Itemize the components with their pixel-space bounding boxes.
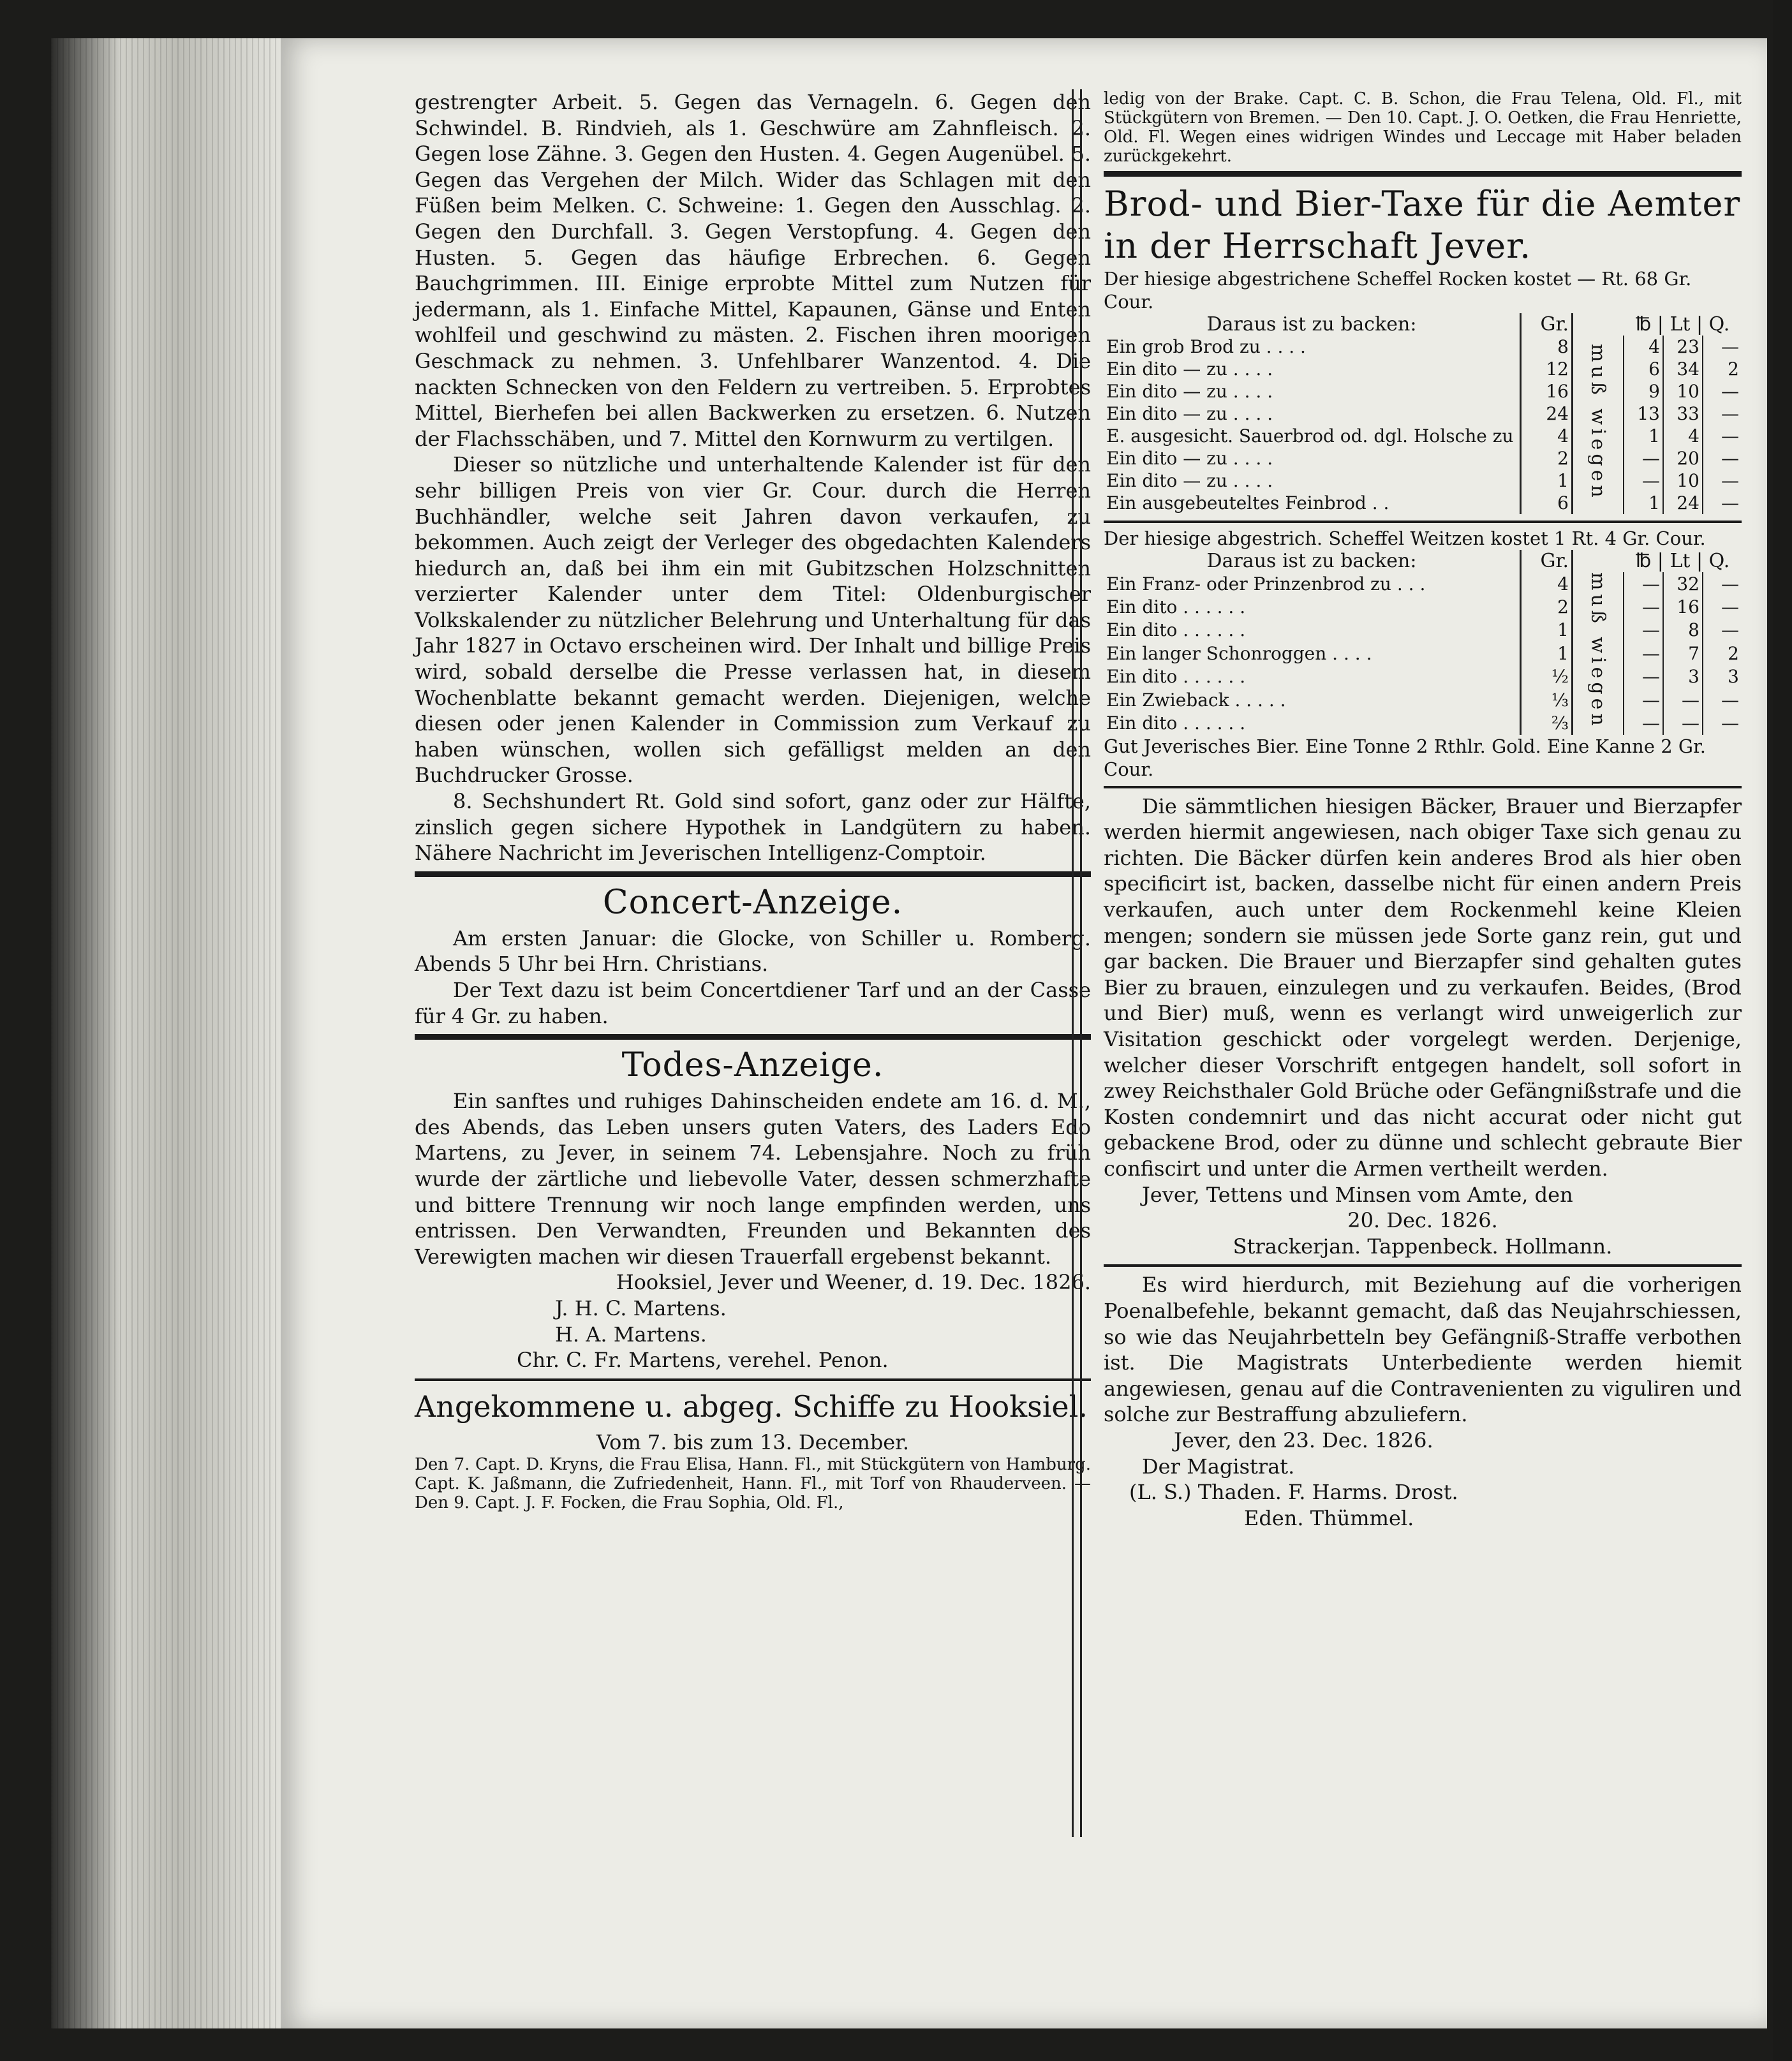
table-row [1104,447,1742,469]
bread-item: Ein grob Brod zu . . . . [1106,336,1306,357]
price-gr: 2 [1521,447,1573,469]
weight-lot: 3 [1663,665,1703,688]
weight-quentin: — [1703,688,1742,711]
bread-item: Ein dito — zu . . . . [1106,358,1273,380]
section-divider [415,1034,1091,1040]
price-gr: 8 [1521,336,1573,358]
bread-item: Ein Franz- oder Prinzenbrod zu . . . [1106,573,1426,595]
weight-pound: 1 [1624,425,1663,447]
book-spine-edge [51,38,281,2028]
weight-lot: — [1663,711,1703,734]
table-row [1104,595,1742,618]
amt-date: 20. Dec. 1826. [1347,1208,1498,1233]
weight-pound: — [1624,688,1663,711]
price-gr: 1 [1521,469,1573,492]
weight-quentin: 3 [1703,665,1742,688]
amt-place-line: Jever, Tettens und Minsen vom Amte, den [1142,1182,1573,1207]
weight-quentin: 2 [1703,358,1742,380]
table-row [1104,642,1742,665]
ships-heading: Angekommene u. abgeg. Schiffe zu Hooksiel. [415,1389,1088,1424]
calendar-paragraph: Dieser so nützliche und unterhaltende Kalender ist für den sehr billigen Preis von vier Gr. Cour. durch die Herren Buchhändler, welche seit Jahren davon verkaufen, zu bekommen. Auch zeigt der Verleger des obgedachten Kalenders hiedurch an, daß bei ihm ein mit Gubitzschen Holzschnitten verzierter Kalender unter dem Titel: Oldenburgischer Volkskalender zu nützlicher Belehrung und Unterhaltung für das Jahr 1827 in Octavo erscheinen wird. Der Inhalt und billige Preis wird, sobald derselbe die Presse verlassen hat, in diesem Wochenblatte bekannt gemacht werden. Diejenigen, welche diesen oder jenen Kalender in Commission zum Verkauf zu haben wünschen, wollen sich gefälligst melden an den Buchdrucker Grosse. [415,452,1091,788]
section-divider [1104,521,1742,523]
newspaper-page [281,38,1767,2028]
table-row [1104,336,1742,358]
table-row [1104,469,1742,492]
must-weigh-label: muß wiegen [1587,343,1610,501]
death-notice-heading: Todes-Anzeige. [621,1046,884,1085]
weight-quentin: — [1703,595,1742,618]
weight-pound: 13 [1624,403,1663,425]
bread-item: Ein dito . . . . . . [1106,712,1246,734]
magistrat-paragraph: Es wird hierdurch, mit Beziehung auf die vorherigen Poenalbefehle, bekannt gemacht, daß das Neujahrschiessen, so wie das Neujahrbetteln bey Gefängniß-Straffe verbothen ist. Die Magistrats Unterbediente werden hiemit angewiesen, genau auf die Contravenienten zu viguliren und solche zur Bestraffung abzuliefern. [1104,1273,1742,1427]
bread-item: Ein Zwieback . . . . . [1106,689,1286,711]
weight-pound: — [1624,665,1663,688]
section-divider [415,1378,1091,1381]
weight-pound: — [1624,595,1663,618]
weight-lot: 10 [1663,469,1703,492]
weight-pound: — [1624,711,1663,734]
must-weigh [1573,572,1624,735]
weight-pound: 4 [1624,336,1663,358]
price-gr: 1 [1521,619,1573,642]
weight-quentin: — [1703,403,1742,425]
bread-item: Ein dito — zu . . . . [1106,403,1273,424]
column-header-units: ℔ | Lt | Q. [1635,550,1730,572]
bread-beer-tax-heading: Brod- und Bier-Taxe für die Aemter in der Herrschaft Jever. [1104,184,1741,266]
left-column [415,89,1091,1512]
weight-lot: — [1663,688,1703,711]
column-header-gr: Gr. [1521,313,1573,336]
table-row [1104,380,1742,403]
bread-item: Ein dito — zu . . . . [1106,470,1273,491]
weight-quentin: — [1703,336,1742,358]
bakers-regulation-paragraph: Die sämmtlichen hiesigen Bäcker, Brauer und Bierzapfer werden hiermit angewiesen, nach obiger Taxe sich genau zu richten. Die Bäcker dürfen kein anderes Brod als hier oben specificirt ist, backen, dasselbe nicht für einen andern Preis verkaufen, auch unter dem Rockenmehl keine Kleien mengen; sondern sie müssen jede Sorte ganz rein, gut und gar backen. Die Brauer und Bierzapfer sind gehalten gutes Bier zu brauen, einzulegen und zu verkaufen. Beides, (Brod und Bier) muß, wenn es verlangt wird unweigerlich zur Visitation geschickt oder vorgelegt werden. Derjenige, welcher dieser Vorschrift entgegen handelt, soll sofort in zwey Reichsthaler Gold Brüche oder Gefängnißstrafe und die Kosten condemnirt und das nicht accurat oder nicht gut gebackene Brod, oder zu dünne und schlecht gebraute Bier confiscirt und unter die Armen vertheilt werden. [1104,794,1742,1181]
weight-quentin: — [1703,492,1742,514]
rye-price-line: Der hiesige abgestrichene Scheffel Rocken kostet — Rt. 68 Gr. Cour. [1104,268,1692,313]
amt-signatures: Strackerjan. Tappenbeck. Hollmann. [1233,1234,1613,1259]
section-divider [1104,171,1742,177]
weight-pound: 1 [1624,492,1663,514]
weight-pound: 6 [1624,358,1663,380]
bread-item: Ein dito . . . . . . [1106,596,1246,618]
wheat-price-line: Der hiesige abgestrich. Scheffel Weitzen kostet 1 Rt. 4 Gr. Cour. [1104,528,1706,549]
ships-date-range: Vom 7. bis zum 13. December. [596,1429,910,1454]
weight-quentin: — [1703,447,1742,469]
must-weigh-label: muß wiegen [1587,572,1610,730]
bread-item: Ein dito . . . . . . [1106,666,1246,688]
weight-lot: 7 [1663,642,1703,665]
table-row [1104,688,1742,711]
remedies-paragraph: gestrengter Arbeit. 5. Gegen das Vernageln. 6. Gegen den Schwindel. B. Rindvieh, als 1. Geschwüre am Zahnfleisch. 2. Gegen lose Zähne. 3. Gegen den Husten. 4. Gegen Augenübel. 5. Gegen das Vergehen der Milch. Wider das Schlagen mit den Füßen beim Melken. C. Schweine: 1. Gegen den Ausschlag. 2. Gegen den Durchfall. 3. Gegen Verstopfung. 4. Gegen den Husten. 5. Gegen das häufige Erbrechen. 6. Gegen Bauchgrimmen. III. Einige erprobte Mittel zum Nutzen für jedermann, als 1. Einfache Mittel, Kapaunen, Gänse und Enten wohlfeil und geschwind zu mästen. 2. Fischen ihren moorigen Geschmack zu nehmen. 3. Unfehlbarer Wanzentod. 4. Die nackten Schnecken von den Feldern zu vertreiben. 5. Erprobtes Mittel, Bierhefen bei allen Backwerken zu ersetzen. 6. Nutzen der Flachsschäben, und 7. Mittel den Kornwurm zu vertilgen. [415,90,1091,451]
weight-lot: 33 [1663,403,1703,425]
magistrat-signatures: Eden. Thümmel. [1244,1505,1414,1530]
weight-quentin: — [1703,711,1742,734]
mortgage-paragraph: 8. Sechshundert Rt. Gold sind sofort, ganz oder zur Hälfte, zinslich gegen sichere Hypothek in Landgütern zu haben. Nähere Nachricht im Jeverischen Intelligenz-Comptoir. [415,789,1091,866]
column-header-gr: Gr. [1521,550,1573,572]
table-row [1104,358,1742,380]
death-notice-paragraph: Ein sanftes und ruhiges Dahinscheiden endete am 16. d. M., des Abends, das Leben unsers guten Vaters, des Laders Edo Martens, zu Jever, in seinem 74. Lebensjahre. Noch zu früh wurde der zärtliche und liebevolle Vater, dessen schmerzhafte und bittere Trennung wir noch lange empfinden werden, uns entrissen. Den Verwandten, Freunden und Bekannten des Verewigten machen wir diesen Trauerfall ergebenst bekannt. [415,1089,1091,1269]
price-gr: 12 [1521,358,1573,380]
weight-quentin: — [1703,469,1742,492]
death-notice-place-date: Hooksiel, Jever und Weener, d. 19. Dec. 1826. [616,1270,1091,1295]
magistrat-place-date: Jever, den 23. Dec. 1826. [1174,1428,1433,1452]
bread-item: E. ausgesicht. Sauerbrod od. dgl. Holsche zu [1106,425,1514,447]
weight-lot: 32 [1663,572,1703,595]
weight-lot: 16 [1663,595,1703,618]
weight-lot: 23 [1663,336,1703,358]
weight-lot: 8 [1663,619,1703,642]
concert-paragraph: Am ersten Januar: die Glocke, von Schiller u. Romberg. Abends 5 Uhr bei Hrn. Christians. [415,926,1091,977]
section-divider [1104,786,1742,788]
signature: H. A. Martens. [555,1322,707,1347]
table-row [1104,403,1742,425]
wheat-bread-table [1104,550,1742,735]
signature: J. H. C. Martens. [555,1296,727,1320]
table-row [1104,572,1742,595]
weight-lot: 20 [1663,447,1703,469]
weight-lot: 34 [1663,358,1703,380]
price-gr: 16 [1521,380,1573,403]
table-header-row [1104,313,1742,336]
weight-lot: 4 [1663,425,1703,447]
weight-quentin: — [1703,572,1742,595]
table-row [1104,619,1742,642]
price-gr: 4 [1521,425,1573,447]
weight-pound: — [1624,572,1663,595]
bread-item: Ein dito . . . . . . [1106,619,1246,641]
bread-item: Ein dito — zu . . . . [1106,448,1273,469]
section-divider [415,871,1091,877]
ships-paragraph: Den 7. Capt. D. Kryns, die Frau Elisa, Hann. Fl., mit Stückgütern von Hamburg. Capt. K. Jaßmann, die Zufriedenheit, Hann. Fl., mit Torf von Rhauderveen. — Den 9. Capt. J. F. Focken, die Frau Sophia, Old. Fl., [415,1455,1091,1513]
weight-quentin: — [1703,425,1742,447]
weight-quentin: — [1703,619,1742,642]
scan-border [1773,0,1792,2061]
table-row [1104,492,1742,514]
magistrat-signatures: (L. S.) Thaden. F. Harms. Drost. [1129,1480,1458,1505]
bread-item: Ein dito — zu . . . . [1106,381,1273,402]
weight-pound: — [1624,619,1663,642]
price-gr: 1 [1521,642,1573,665]
table-header-row [1104,550,1742,572]
table-row [1104,665,1742,688]
weight-pound: 9 [1624,380,1663,403]
table-row [1104,711,1742,734]
weight-quentin: — [1703,380,1742,403]
table-subheading: Daraus ist zu backen: [1206,550,1417,572]
ships-continued-paragraph: ledig von der Brake. Capt. C. B. Schon, die Frau Telena, Old. Fl., mit Stückgütern von Bremen. — Den 10. Capt. J. O. Oetken, die Frau Henriette, Old. Fl. Wegen eines widrigen Windes und Leccage mit Haber beladen zurückgekehrt. [1104,89,1742,166]
section-divider [1104,1264,1742,1267]
rye-bread-table [1104,313,1742,514]
price-gr: ⅔ [1521,711,1573,734]
weight-pound: — [1624,642,1663,665]
price-gr: 2 [1521,595,1573,618]
column-header-units: ℔ | Lt | Q. [1635,313,1730,336]
weight-lot: 10 [1663,380,1703,403]
price-gr: 4 [1521,572,1573,595]
weight-pound: — [1624,469,1663,492]
price-gr: ½ [1521,665,1573,688]
must-weigh [1573,336,1624,514]
weight-quentin: 2 [1703,642,1742,665]
concert-text-paragraph: Der Text dazu ist beim Concertdiener Tarf und an der Casse für 4 Gr. zu haben. [415,978,1091,1028]
table-row [1104,425,1742,447]
bread-item: Ein ausgebeuteltes Feinbrod . . [1106,492,1389,513]
concert-heading: Concert-Anzeige. [602,883,903,922]
right-column [1104,89,1742,1531]
bread-item: Ein langer Schonroggen . . . . [1106,642,1372,664]
beer-price-line: Gut Jeverisches Bier. Eine Tonne 2 Rthlr. Gold. Eine Kanne 2 Gr. Cour. [1104,735,1706,780]
signature: Chr. C. Fr. Martens, verehel. Penon. [517,1348,889,1373]
magistrat-title: Der Magistrat. [1142,1454,1295,1479]
table-subheading: Daraus ist zu backen: [1206,313,1417,336]
price-gr: ⅓ [1521,688,1573,711]
weight-lot: 24 [1663,492,1703,514]
price-gr: 6 [1521,492,1573,514]
weight-pound: — [1624,447,1663,469]
column-divider [1072,89,1082,1837]
price-gr: 24 [1521,403,1573,425]
